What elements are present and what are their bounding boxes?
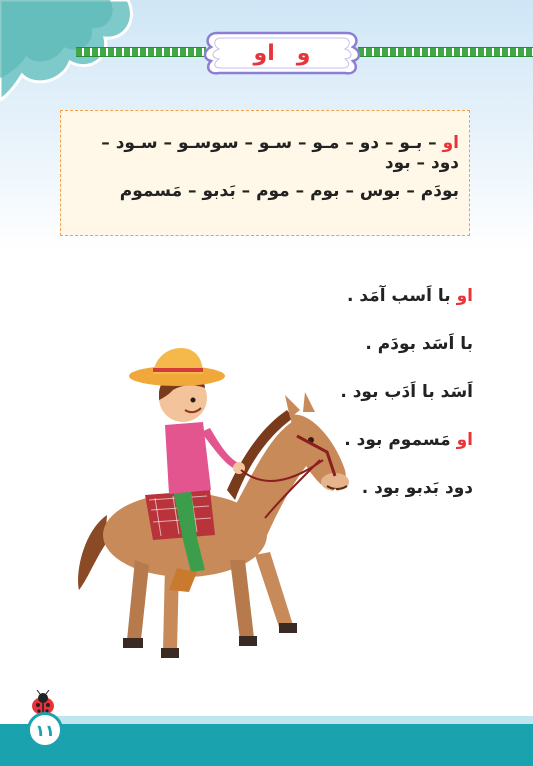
syllable-segment: سـود bbox=[115, 133, 158, 153]
syllable-segment: او bbox=[442, 133, 459, 153]
syllable-line-2 bbox=[71, 181, 459, 201]
syllable-segment: – bbox=[410, 153, 431, 173]
syllable-segment: – bbox=[379, 133, 400, 153]
title-word-right: و bbox=[296, 40, 311, 66]
sentence-segment: او bbox=[456, 430, 473, 450]
sentence-segment: دود بَدبو بود . bbox=[361, 478, 473, 498]
syllable-segment: – bbox=[157, 133, 178, 153]
title-word-left: او bbox=[253, 40, 275, 66]
header-rule-right bbox=[358, 47, 533, 57]
syllable-segment: بـو bbox=[399, 133, 423, 153]
page-number: ۱۱ bbox=[27, 712, 63, 748]
syllable-segment: بَدبو bbox=[202, 181, 236, 201]
syllable-segment: دو bbox=[359, 133, 380, 153]
sentence-segment: با اَسب آمَد . bbox=[346, 286, 457, 306]
syllable-segment: – bbox=[292, 133, 313, 153]
syllable-segment: بوس bbox=[359, 181, 401, 201]
boy-riding-horse-illustration bbox=[65, 340, 355, 680]
syllable-segment: – bbox=[422, 133, 443, 153]
syllable-segment: بوم bbox=[310, 181, 340, 201]
syllable-segment: – bbox=[400, 181, 421, 201]
sentence-line bbox=[253, 283, 473, 331]
header-rule-left bbox=[76, 47, 206, 57]
lesson-title bbox=[203, 27, 361, 79]
syllable-line-1 bbox=[71, 133, 459, 173]
syllable-segment: موم bbox=[256, 181, 290, 201]
syllable-segment: – bbox=[339, 181, 360, 201]
syllable-segment: سـو bbox=[258, 133, 293, 153]
syllable-segment: مَسموم bbox=[119, 181, 183, 201]
syllable-segment: – bbox=[235, 181, 257, 201]
syllable-segment: بودَم bbox=[420, 181, 459, 201]
syllable-segment: سوسـو bbox=[177, 133, 239, 153]
sentence-segment: مَسموم بود . bbox=[344, 430, 457, 450]
syllable-segment: دود bbox=[430, 153, 459, 173]
syllable-segment: – bbox=[339, 133, 360, 153]
sentence-segment: او bbox=[456, 286, 473, 306]
syllable-practice-box bbox=[60, 110, 470, 236]
footer-band bbox=[0, 724, 533, 766]
sentence-segment: اَسَد با اَدَب بود . bbox=[340, 382, 473, 402]
syllable-segment: – bbox=[238, 133, 259, 153]
sentence-segment: با اَسَد بودَم . bbox=[365, 334, 473, 354]
syllable-segment: – bbox=[101, 133, 116, 153]
syllable-segment: – bbox=[289, 181, 311, 201]
syllable-segment: – bbox=[182, 181, 203, 201]
syllable-segment: مـو bbox=[312, 133, 340, 153]
syllable-segment: بود bbox=[384, 153, 411, 173]
